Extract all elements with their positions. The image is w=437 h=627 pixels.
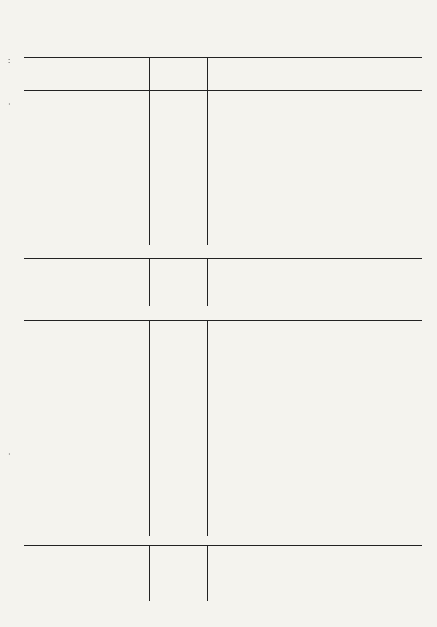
column-divider-s3b [207,545,208,601]
column-divider-s3a [149,545,150,601]
column-divider-s1b [207,258,208,306]
section-rule-2 [24,320,422,321]
margin-mark: · [8,450,11,459]
section-rule-3 [24,545,422,546]
margin-mark: : [8,56,11,65]
column-divider-s2a [149,320,150,536]
column-divider-s1a [149,258,150,306]
table-top-rule [24,57,422,58]
column-divider-s2b [207,320,208,536]
table-header-rule [24,90,422,91]
section-rule-1 [24,258,422,259]
column-divider-1 [149,57,150,245]
column-divider-2 [207,57,208,245]
margin-mark: · [8,100,11,109]
